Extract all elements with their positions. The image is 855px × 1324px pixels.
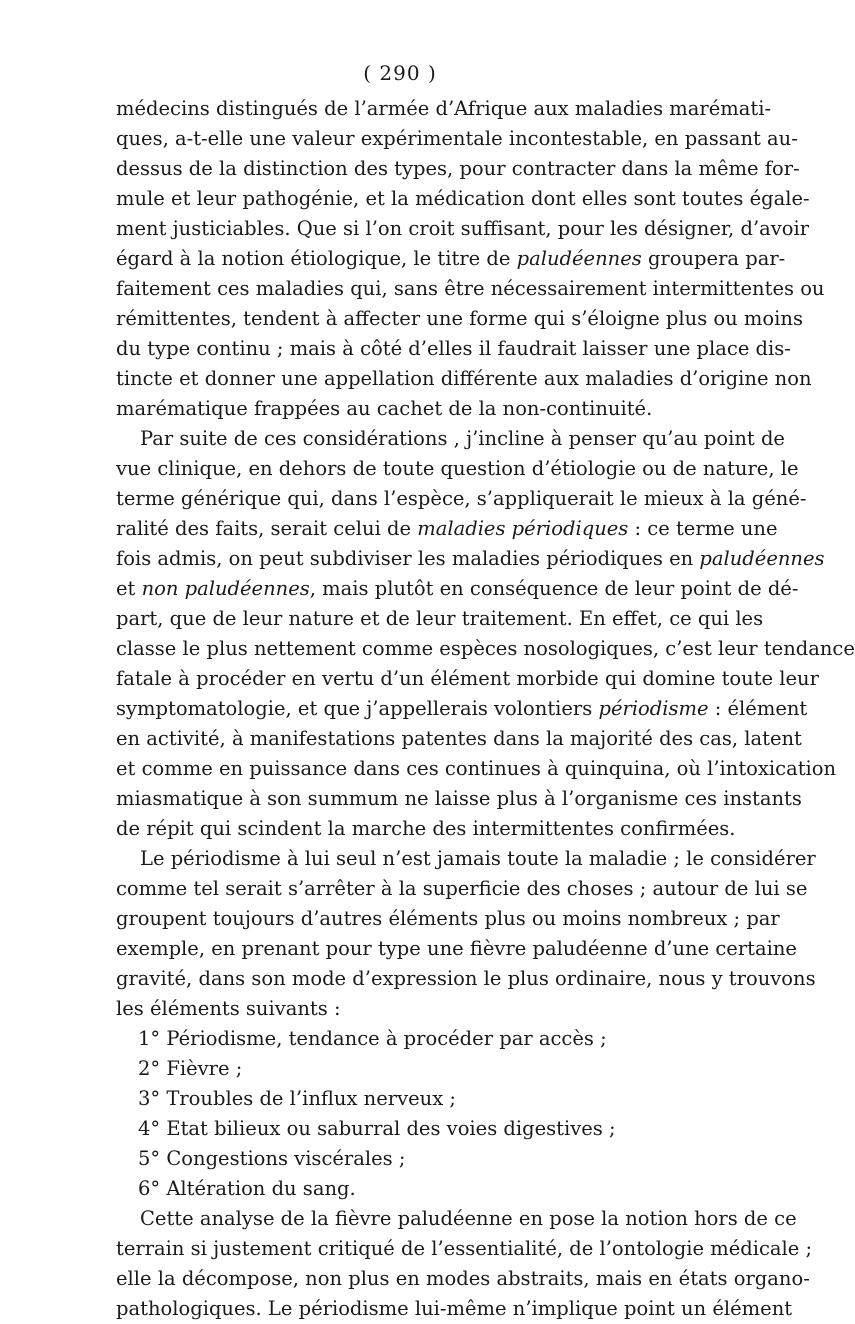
text-line: classe le plus nettement comme espèces nosologiques, c’est leur tendance bbox=[116, 637, 855, 660]
document-page bbox=[116, 60, 855, 1324]
text-line: en activité, à manifestations patentes dans la majorité des cas, latent bbox=[116, 727, 802, 750]
text-line: Le périodisme à lui seul n’est jamais toute la maladie ; le considérer bbox=[140, 847, 816, 870]
text-line: fois admis, on peut subdiviser les maladies périodiques en paludéennes bbox=[116, 547, 825, 570]
text-line: Par suite de ces considérations , j’incline à penser qu’au point de bbox=[140, 427, 785, 450]
list-item: 6° Altération du sang. bbox=[138, 1177, 356, 1200]
text-line: symptomatologie, et que j’appellerais volontiers périodisme : élément bbox=[116, 697, 808, 720]
text-line: terrain si justement critiqué de l’essentialité, de l’ontologie médicale ; bbox=[116, 1237, 813, 1260]
text-line: ment justiciables. Que si l’on croit suffisant, pour les désigner, d’avoir bbox=[116, 217, 810, 240]
italic-term: paludéennes bbox=[516, 247, 642, 270]
text-line: médecins distingués de l’armée d’Afrique aux maladies marémati- bbox=[116, 97, 772, 120]
text-line: faitement ces maladies qui, sans être nécessairement intermittentes ou bbox=[116, 277, 825, 300]
text-line: comme tel serait s’arrêter à la superficie des choses ; autour de lui se bbox=[116, 877, 808, 900]
text-line: elle la décompose, non plus en modes abstraits, mais en états organo- bbox=[116, 1267, 810, 1290]
text-line: de répit qui scindent la marche des intermittentes confirmées. bbox=[116, 817, 736, 840]
italic-term: non paludéennes bbox=[141, 577, 310, 600]
text-line: fatale à procéder en vertu d’un élément morbide qui domine toute leur bbox=[116, 667, 819, 690]
text-line: égard à la notion étiologique, le titre de paludéennes groupera par- bbox=[116, 247, 786, 270]
italic-term: périodisme bbox=[598, 697, 709, 720]
italic-term: maladies périodiques bbox=[417, 517, 629, 540]
text-line: vue clinique, en dehors de toute question d’étiologie ou de nature, le bbox=[116, 457, 799, 480]
text-line: tincte et donner une appellation différente aux maladies d’origine non bbox=[116, 367, 812, 390]
text-line: ques, a-t-elle une valeur expérimentale incontestable, en passant au- bbox=[116, 127, 798, 150]
text-line: marématique frappées au cachet de la non-continuité. bbox=[116, 397, 653, 420]
text-line: et non paludéennes, mais plutôt en conséquence de leur point de dé- bbox=[116, 577, 799, 600]
text-line: Cette analyse de la fièvre paludéenne en pose la notion hors de ce bbox=[140, 1207, 797, 1230]
text-line: gravité, dans son mode d’expression le plus ordinaire, nous y trouvons bbox=[116, 967, 816, 990]
list-item: 1° Périodisme, tendance à procéder par accès ; bbox=[138, 1027, 607, 1050]
text-line: groupent toujours d’autres éléments plus ou moins nombreux ; par bbox=[116, 907, 780, 930]
text-line: exemple, en prenant pour type une fièvre paludéenne d’une certaine bbox=[116, 937, 797, 960]
text-line: mule et leur pathogénie, et la médication dont elles sont toutes égale- bbox=[116, 187, 810, 210]
list-item: 4° Etat bilieux ou saburral des voies digestives ; bbox=[138, 1117, 616, 1140]
list-item: 2° Fièvre ; bbox=[138, 1057, 243, 1080]
text-line: et comme en puissance dans ces continues à quinquina, où l’intoxication bbox=[116, 757, 837, 780]
list-item: 5° Congestions viscérales ; bbox=[138, 1147, 406, 1170]
page-number: ( 290 ) bbox=[363, 61, 437, 85]
italic-term: paludéennes bbox=[699, 547, 825, 570]
text-line: ralité des faits, serait celui de maladies périodiques : ce terme une bbox=[116, 517, 778, 540]
body-text bbox=[116, 94, 855, 1324]
text-line: dessus de la distinction des types, pour contracter dans la même for- bbox=[116, 157, 800, 180]
text-line: miasmatique à son summum ne laisse plus à l’organisme ces instants bbox=[116, 787, 802, 810]
text-line: les éléments suivants : bbox=[116, 997, 341, 1020]
text-line: rémittentes, tendent à affecter une forme qui s’éloigne plus ou moins bbox=[116, 307, 803, 330]
text-line: part, que de leur nature et de leur traitement. En effet, ce qui les bbox=[116, 607, 764, 630]
list-item: 3° Troubles de l’influx nerveux ; bbox=[138, 1087, 456, 1110]
text-line: terme générique qui, dans l’espèce, s’appliquerait le mieux à la géné- bbox=[116, 487, 807, 510]
text-line: du type continu ; mais à côté d’elles il faudrait laisser une place dis- bbox=[116, 337, 791, 360]
text-line: pathologiques. Le périodisme lui-même n’implique point un élément bbox=[116, 1297, 793, 1320]
